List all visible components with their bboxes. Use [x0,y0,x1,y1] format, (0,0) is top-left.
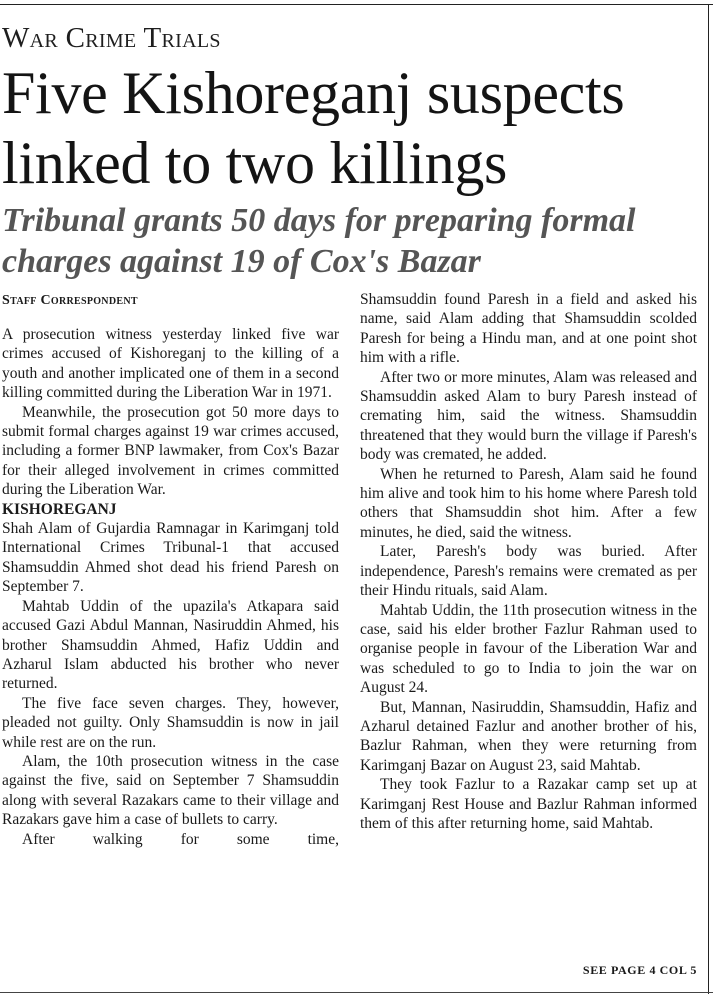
article-column-left [2,325,339,849]
continuation-note: SEE PAGE 4 COL 5 [582,963,697,977]
paragraph: A prosecution witness yesterday linked five war crimes accused of Kishoreganj to the killing of a youth and another implicated one of them in a second killing committed during the Liberation War in 1971. [2,326,339,402]
paragraph: Meanwhile, the prosecution got 50 more days to submit formal charges against 19 war crimes accused, including a former BNP lawmaker, from Cox's Bazar for their alleged involvement in crimes committed during the Liberation War. [2,403,339,499]
paragraph: Mahtab Uddin, the 11th prosecution witness in the case, said his elder brother Fazlur Rahman used to organise people in favour of the Liberation War and was scheduled to go to India to join the war on August 24. [360,601,697,697]
paragraph: After walking for some time, [22,830,339,848]
top-rule [0,4,713,5]
paragraph: But, Mannan, Nasiruddin, Shamsuddin, Hafiz and Azharul detained Fazlur and another brother of his, Bazlur Rahman, when they were returning from Karimganj Bazar on August 23, said Mahtab. [360,698,697,774]
paragraph: Alam, the 10th prosecution witness in the case against the five, said on September 7 Shamsuddin along with several Razakars came to their village and Razakars gave him a case of bullets to carry. [2,752,339,829]
paragraph: Mahtab Uddin of the upazila's Atkapara said accused Gazi Abdul Mannan, Nasiruddin Ahmed, his brother Shamsuddin Ahmed, Hafiz Uddin and Azharul Islam abducted his brother who never returned. [2,597,339,693]
paragraph: Shah Alam of Gujardia Ramnagar in Karimganj told International Crimes Tribunal-1 that accused Shamsuddin Ahmed shot dead his friend Paresh on September 7. [2,520,339,596]
paragraph: The five face seven charges. They, however, pleaded not guilty. Only Shamsuddin is now in jail while rest are on the run. [2,694,339,751]
paragraph: They took Fazlur to a Razakar camp set up at Karimganj Rest House and Bazlur Rahman informed them of this after returning home, said Mahtab. [360,776,697,832]
paragraph: After two or more minutes, Alam was released and Shamsuddin asked Alam to bury Paresh instead of cremating him, said the witness. Shamsuddin threatened that they would burn the village if Paresh's body was cremated, he added. [360,368,697,464]
headline: Five Kishoreganj suspects linked to two killings [2,60,625,196]
paragraph: Later, Paresh's body was buried. After independence, Paresh's remains were cremated as per their Hindu rituals, said Alam. [360,543,697,600]
paragraph: When he returned to Paresh, Alam said he found him alive and took him to his home where Paresh told others that Shamsuddin shot him. After a few minutes, he died, said the witness. [360,465,697,541]
section-heading: KISHOREGANJ [2,500,117,518]
right-rule [708,4,709,994]
byline: Staff Correspondent [2,293,138,308]
kicker: War Crime Trials [2,22,221,54]
article-column-right [360,290,697,833]
paragraph: Shamsuddin found Paresh in a field and asked his name, said Alam adding that Shamsuddin scolded Paresh for being a Hindu man, and at one point shot him with a rifle. [360,291,697,367]
subheadline: Tribunal grants 50 days for preparing formal charges against 19 of Cox's Bazar [2,202,636,280]
bottom-rule [0,992,713,993]
